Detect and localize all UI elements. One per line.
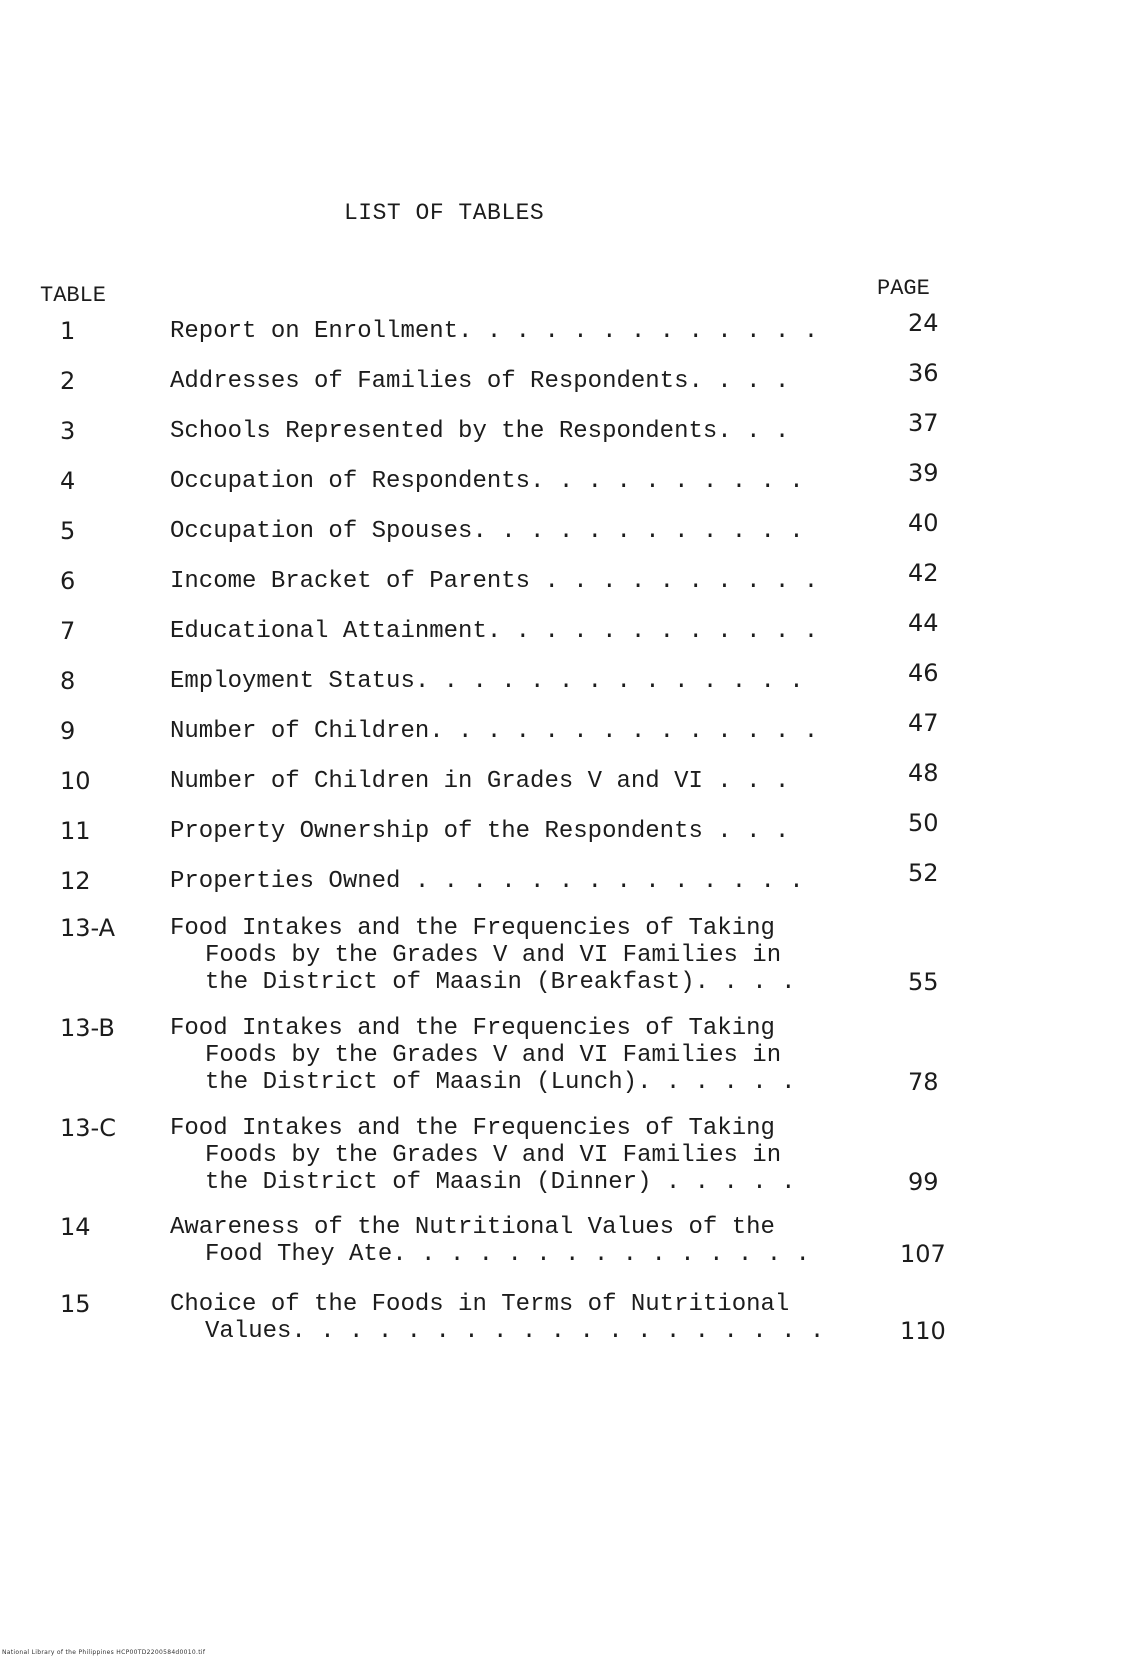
table-title-line: Number of Children in Grades V and VI . . .	[170, 768, 790, 795]
table-title-line: Food They Ate. . . . . . . . . . . . . . .	[205, 1241, 810, 1268]
table-number: 6	[60, 567, 76, 595]
table-title-line: the District of Maasin (Dinner) . . . . .	[205, 1169, 796, 1196]
table-title	[170, 668, 870, 695]
table-title	[170, 1214, 870, 1268]
page-number: 46	[908, 659, 939, 687]
table-title	[170, 468, 870, 495]
table-entry	[0, 359, 1143, 395]
table-title	[170, 768, 870, 795]
table-title	[170, 818, 870, 845]
table-entry	[0, 859, 1143, 895]
table-entry	[0, 559, 1143, 595]
table-number: 4	[60, 467, 76, 495]
table-title	[170, 318, 870, 345]
table-title-line: Values. . . . . . . . . . . . . . . . . . .	[205, 1318, 825, 1345]
table-title	[170, 418, 870, 445]
page-number: 48	[908, 759, 939, 787]
table-number: 7	[60, 617, 76, 645]
table-entry	[0, 409, 1143, 445]
table-title-line: Occupation of Respondents. . . . . . . . . .	[170, 468, 804, 495]
table-title	[170, 518, 870, 545]
table-title	[170, 618, 870, 645]
page-number: 110	[900, 1317, 946, 1345]
table-number: 11	[60, 817, 91, 845]
table-entry	[0, 459, 1143, 495]
table-title	[170, 718, 870, 745]
table-number: 14	[60, 1213, 91, 1241]
table-title-line: Properties Owned . . . . . . . . . . . . . .	[170, 868, 804, 895]
table-title	[170, 1291, 870, 1345]
table-title-line: Food Intakes and the Frequencies of Taking	[170, 1015, 775, 1042]
table-number: 9	[60, 717, 76, 745]
table-entry	[0, 1115, 1143, 1196]
table-title-line: Foods by the Grades V and VI Families in	[205, 1142, 782, 1169]
page-number: 42	[908, 559, 939, 587]
table-entry	[0, 659, 1143, 695]
page-number: 40	[908, 509, 939, 537]
page-title: LIST OF TABLES	[344, 200, 545, 226]
table-number: 8	[60, 667, 76, 695]
table-title-line: Report on Enrollment. . . . . . . . . . . . .	[170, 318, 819, 345]
table-entry	[0, 915, 1143, 996]
table-entry	[0, 809, 1143, 845]
table-column-header: TABLE	[40, 283, 107, 308]
table-entry	[0, 1214, 1143, 1268]
table-entry	[0, 709, 1143, 745]
page-number: 55	[908, 968, 939, 996]
page-number: 39	[908, 459, 939, 487]
table-title-line: the District of Maasin (Breakfast). . . .	[205, 969, 796, 996]
table-number: 13-C	[60, 1114, 116, 1142]
table-number: 13-A	[60, 914, 116, 942]
table-title-line: Employment Status. . . . . . . . . . . . . .	[170, 668, 804, 695]
table-entry	[0, 759, 1143, 795]
table-entry	[0, 509, 1143, 545]
page-number: 52	[908, 859, 939, 887]
page-number: 37	[908, 409, 939, 437]
page-number: 107	[900, 1240, 946, 1268]
table-title	[170, 868, 870, 895]
table-title-line: the District of Maasin (Lunch). . . . . .	[205, 1069, 796, 1096]
page-number: 47	[908, 709, 939, 737]
scan-footer: National Library of the Philippines HCP00TD2200584d0010.tif	[2, 1649, 206, 1656]
table-number: 13-B	[60, 1014, 115, 1042]
table-number: 5	[60, 517, 76, 545]
page-number: 99	[908, 1168, 939, 1196]
table-title-line: Property Ownership of the Respondents . . .	[170, 818, 790, 845]
table-entry	[0, 309, 1143, 345]
table-title-line: Occupation of Spouses. . . . . . . . . . . .	[170, 518, 804, 545]
table-title	[170, 368, 870, 395]
table-number: 1	[60, 317, 76, 345]
page-number: 44	[908, 609, 939, 637]
table-title-line: Schools Represented by the Respondents. . .	[170, 418, 790, 445]
page-number: 78	[908, 1068, 939, 1096]
table-title	[170, 1015, 870, 1096]
table-entry	[0, 1291, 1143, 1345]
table-title	[170, 1115, 870, 1196]
table-title-line: Food Intakes and the Frequencies of Taking	[170, 915, 775, 942]
table-title-line: Addresses of Families of Respondents. . . .	[170, 368, 790, 395]
table-title-line: Number of Children. . . . . . . . . . . . . .	[170, 718, 819, 745]
table-title	[170, 568, 870, 595]
page-column-header: PAGE	[877, 276, 930, 301]
table-title	[170, 915, 870, 996]
table-number: 12	[60, 867, 91, 895]
table-title-line: Food Intakes and the Frequencies of Taking	[170, 1115, 775, 1142]
table-entry	[0, 1015, 1143, 1096]
page-number: 36	[908, 359, 939, 387]
table-title-line: Choice of the Foods in Terms of Nutritional	[170, 1291, 790, 1318]
page-number: 50	[908, 809, 939, 837]
table-number: 2	[60, 367, 76, 395]
table-number: 3	[60, 417, 76, 445]
table-number: 10	[60, 767, 91, 795]
table-title-line: Educational Attainment. . . . . . . . . . . .	[170, 618, 819, 645]
table-entry	[0, 609, 1143, 645]
table-title-line: Awareness of the Nutritional Values of the	[170, 1214, 775, 1241]
table-title-line: Foods by the Grades V and VI Families in	[205, 942, 782, 969]
table-number: 15	[60, 1290, 91, 1318]
page-number: 24	[908, 309, 939, 337]
table-title-line: Foods by the Grades V and VI Families in	[205, 1042, 782, 1069]
table-title-line: Income Bracket of Parents . . . . . . . . . .	[170, 568, 819, 595]
